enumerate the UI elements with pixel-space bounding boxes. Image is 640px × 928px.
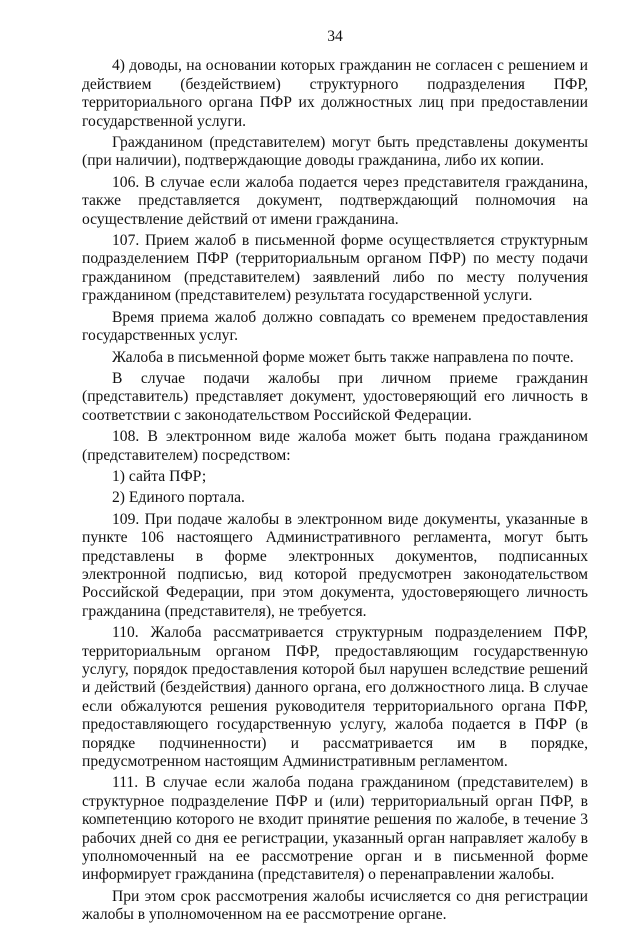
list-item-pfr-site: 1) сайта ПФР; [112,467,207,485]
paragraph-supporting-documents: Гражданином (представителем) могут быть представлены документы (при наличии), подтверждающие доводы гражданина, либо их копии. [82,134,588,170]
paragraph-reception-time: Время приема жалоб должно совпадать со временем предоставления государственных услуг. [82,308,588,345]
document-page [82,28,588,928]
paragraph-item-4-arguments: 4) доводы, на основании которых гражданин не согласен с решением и действием (бездействием) структурного подразделения ПФР, территориального органа ПФР их должностных лиц при предоставлении государственной услуги. [82,57,588,130]
page-number: 34 [327,28,343,45]
paragraph-107: 107. Прием жалоб в письменной форме осуществляется структурным подразделением ПФР (территориальным органом ПФР) по месту подачи гражданином (представителем) заявлений либо по месту получения гражданином (представителем) результата государственной услуги. [82,232,588,305]
paragraph-personal-reception: В случае подачи жалобы при личном приеме гражданин (представитель) представляет документ, удостоверяющий его личность в соответствии с законодательством Российской Федерации. [82,369,588,424]
paragraph-review-term: При этом срок рассмотрения жалобы исчисляется со дня регистрации жалобы в уполномоченном на ее рассмотрение органе. [82,887,588,924]
paragraph-110: 110. Жалоба рассматривается структурным подразделением ПФР, территориальным органом ПФР, предоставляющим государственную услугу, порядок предоставления которой был нарушен вследствие решений и действий (бездействия) данного органа, его должностного лица. В случае если обжалуются решения руководителя территориального органа ПФР, предоставляющего государственную услугу, жалоба подается в ПФР (в порядке подчиненности) и рассматривается им в порядке, предусмотренном настоящим Административным регламентом. [82,624,588,771]
paragraph-106: 106. В случае если жалоба подается через представителя гражданина, также представляется документ, подтверждающий полномочия на осуществление действий от имени гражданина. [82,173,588,228]
paragraph-109: 109. При подаче жалобы в электронном виде документы, указанные в пункте 106 настоящего Административного регламента, могут быть представлены в форме электронных документов, подписанных электронной подписью, вид которой предусмотрен законодательством Российской Федерации, при этом документа, удостоверяющего личность гражданина (представителя), не требуется. [82,510,588,620]
paragraph-111: 111. В случае если жалоба подана гражданином (представителем) в структурное подразделение ПФР и (или) территориальный орган ПФР, в компетенцию которого не входит принятие решения по жалобе, в течение 3 рабочих дней со дня ее регистрации, указанный орган направляет жалобу в уполномоченный на ее рассмотрение орган и в письменной форме информирует гражданина (представителя) о перенаправлении жалобы. [82,774,588,884]
paragraph-by-mail: Жалоба в письменной форме может быть также направлена по почте. [112,348,574,366]
list-item-unified-portal: 2) Единого портала. [112,489,245,507]
paragraph-108: 108. В электронном виде жалоба может быть подана гражданином (представителем) посредством: [82,428,588,464]
